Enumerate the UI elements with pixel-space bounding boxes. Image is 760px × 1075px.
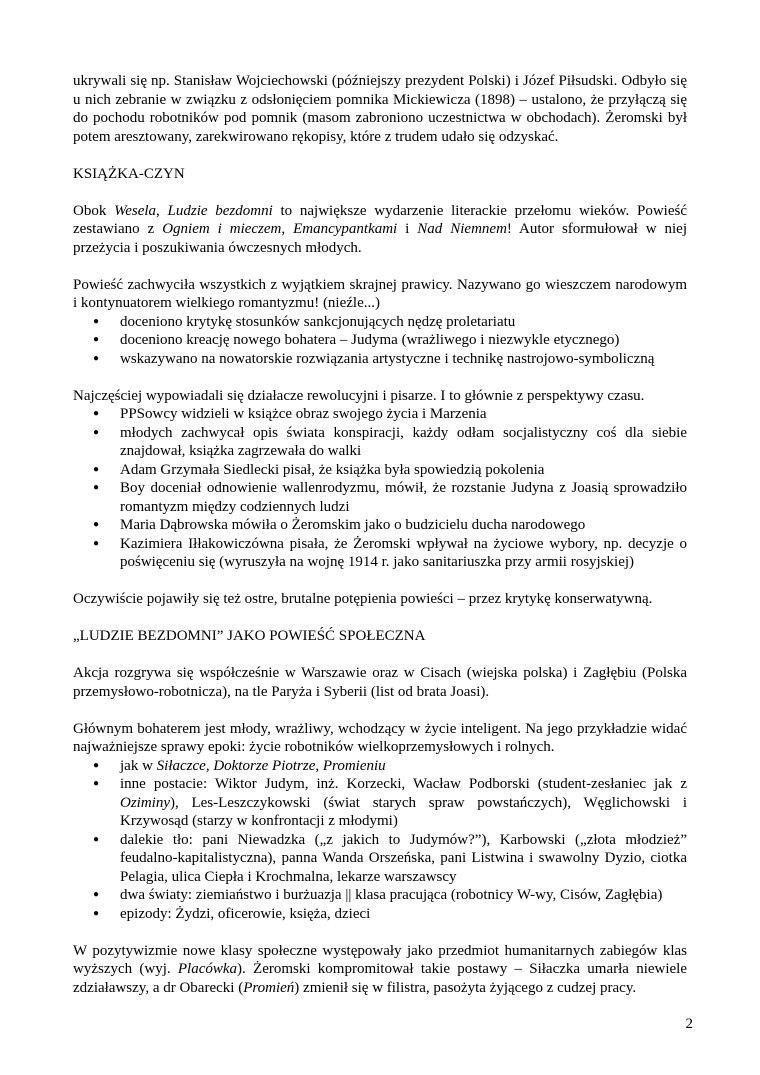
text-run: ! Autor sformułował w niej przeżycia i poszukiwania ówczesnych młodych.: [73, 221, 687, 256]
text-run: ), Les-Leszczykowski (świat starych spraw powstańczych), Węglichowski i Krzywosąd (starzy w konfrontacji z młodymi): [120, 794, 687, 829]
bullet-list-opinions: [73, 405, 687, 572]
text-run: i: [397, 221, 418, 237]
list-item: ● PPSowcy widzieli w książce obraz swojego życia i Marzenia: [73, 405, 687, 424]
list-item: ● epizody: Żydzi, oficerowie, księża, dzieci: [73, 905, 687, 924]
list-item: ● dalekie tło: pani Niewadzka („z jakich to Judymów?”), Karbowski („złota młodzież” feudalno-kapitalistyczna), panna Wanda Orszeńska, pani Listwina i swawolny Dyzio, ciotka Pelagia, ulica Ciepła i Krochmalna, lekarze warszawscy: [73, 831, 687, 887]
paragraph-obok-wesela: [73, 202, 687, 258]
page-number: 2: [685, 1016, 693, 1032]
bullet-list-characters: [73, 757, 687, 924]
text-run: to największe wydarzenie literackie przełomu wieków. Powieść zestawiano z: [73, 202, 688, 237]
list-item: ● Kazimiera Iłłakowiczówna pisała, że Żeromski wpływał na życiowe wybory, np. decyzje o poświęceniu się (wyruszyła na wojnę 1914 r. jako sanitariuszka przy armii rosyjskiej): [73, 535, 687, 572]
titles-italic: Siłaczce, Doktorze Piotrze, Promieniu: [156, 757, 386, 774]
text-run: ) zmienił się w filistra, pasożyta żyjącego z cudzej pracy.: [294, 979, 637, 996]
title-emancypantki: Emancypantkami: [293, 221, 398, 237]
title-ludzie-bezdomni: Ludzie bezdomni: [167, 202, 273, 219]
bullet-list-praise: [73, 313, 687, 369]
paragraph-reception: Powieść zachwyciła wszystkich z wyjątkiem skrajnej prawicy. Nazywano go wieszczem narodowym i kontynuatorem wielkiego romantyzmu! (nieźle...): [73, 276, 687, 311]
list-item: [73, 775, 687, 831]
list-item: [73, 757, 687, 776]
section-heading-social-novel: „LUDZIE BEZDOMNI” JAKO POWIEŚĆ SPOŁECZNA: [73, 628, 426, 644]
list-item: ● Adam Grzymała Siedlecki pisał, że książka była spowiedzią pokolenia: [73, 461, 687, 480]
title-promien: Promień: [243, 979, 295, 996]
list-item: ● Maria Dąbrowska mówiła o Żeromskim jako o budzicielu ducha narodowego: [73, 516, 687, 535]
list-item: ● młodych zachwycał opis świata konspiracji, każdy odłam socjalistyczny coś dla siebie znajdował, książka zagrzewała do walki: [73, 424, 687, 461]
title-nad-niemnem: Nad Niemnem: [417, 221, 507, 237]
text-run: jak w: [120, 757, 157, 774]
paragraph-setting: Akcja rozgrywa się współcześnie w Warszawie oraz w Cisach (wiejska polska) i Zagłębiu (Polska przemysłowo-robotnicza), na tle Paryża i Syberii (list od brata Joasi).: [73, 665, 687, 700]
list-item: ● doceniono kreację nowego bohatera – Judyma (wrażliwego i niezwykle etycznego): [73, 331, 687, 350]
list-item: ● doceniono krytykę stosunków sankcjonujących nędzę proletariatu: [73, 313, 687, 332]
paragraph-positivism: [73, 942, 687, 998]
title-wesele: Wesela: [114, 202, 157, 219]
text-run: ). Żeromski kompromitował takie postawy – Siłaczka umarła niewiele zdziaławszy, a dr Obarecki (: [73, 961, 687, 996]
paragraph-criticism: Oczywiście pojawiły się też ostre, brutalne potępienia powieści – przez krytykę konserwatywną.: [73, 591, 653, 607]
section-heading-ksiazka-czyn: KSIĄŻKA-CZYN: [73, 165, 185, 182]
paragraph-intro: ukrywali się np. Stanisław Wojciechowski (późniejszy prezydent Polski) i Józef Piłsudski. Odbyło się u nich zebranie w związku z odsłonięciem pomnika Mickiewicza (1898) – ustalono, że przyłączą się do pochodu robotników pod pomnik (masom zabroniono uczestnictwa w obchodach). Żeromski był potem aresztowany, zarekwirowano rękopisy, które z trudem udało się odzyskać.: [73, 73, 687, 145]
page-content: [73, 72, 687, 997]
list-item: ● Boy doceniał odnowienie wallenrodyzmu, mówił, że rozstanie Judyna z Joasią sprowadziło romantyzm między codziennych ludzi: [73, 479, 687, 516]
list-item: ● dwa światy: ziemiaństwo i burżuazja || klasa pracująca (robotnicy W-wy, Cisów, Zagłębia): [73, 886, 687, 905]
text-run: W pozytywizmie nowe klasy społeczne występowały jako przedmiot humanitarnych zabiegów klas wyższych (wyj.: [73, 942, 687, 977]
title-ogniem-i-mieczem: Ogniem i mieczem: [162, 221, 282, 237]
text-run: Obok: [73, 202, 115, 219]
text-run: ,: [281, 221, 294, 237]
title-ozimina: Oziminy: [120, 794, 170, 811]
list-item: ● wskazywano na nowatorskie rozwiązania artystyczne i technikę nastrojowo-symboliczną: [73, 350, 687, 369]
paragraph-protagonist: Głównym bohaterem jest młody, wrażliwy, wchodzący w życie inteligent. Na jego przykładzie widać najważniejsze sprawy epoki: życie robotników wielkoprzemysłowych i rolnych.: [73, 720, 687, 755]
title-placowka: Placówka: [177, 961, 238, 977]
paragraph-commentators: Najczęściej wypowiadali się działacze rewolucyjni i pisarze. I to głównie z perspektywy czasu.: [73, 387, 645, 404]
text-run: ,: [156, 202, 168, 219]
text-run: inne postacie: Wiktor Judym, inż. Korzecki, Wacław Podborski (student-zesłaniec jak z: [120, 776, 687, 792]
